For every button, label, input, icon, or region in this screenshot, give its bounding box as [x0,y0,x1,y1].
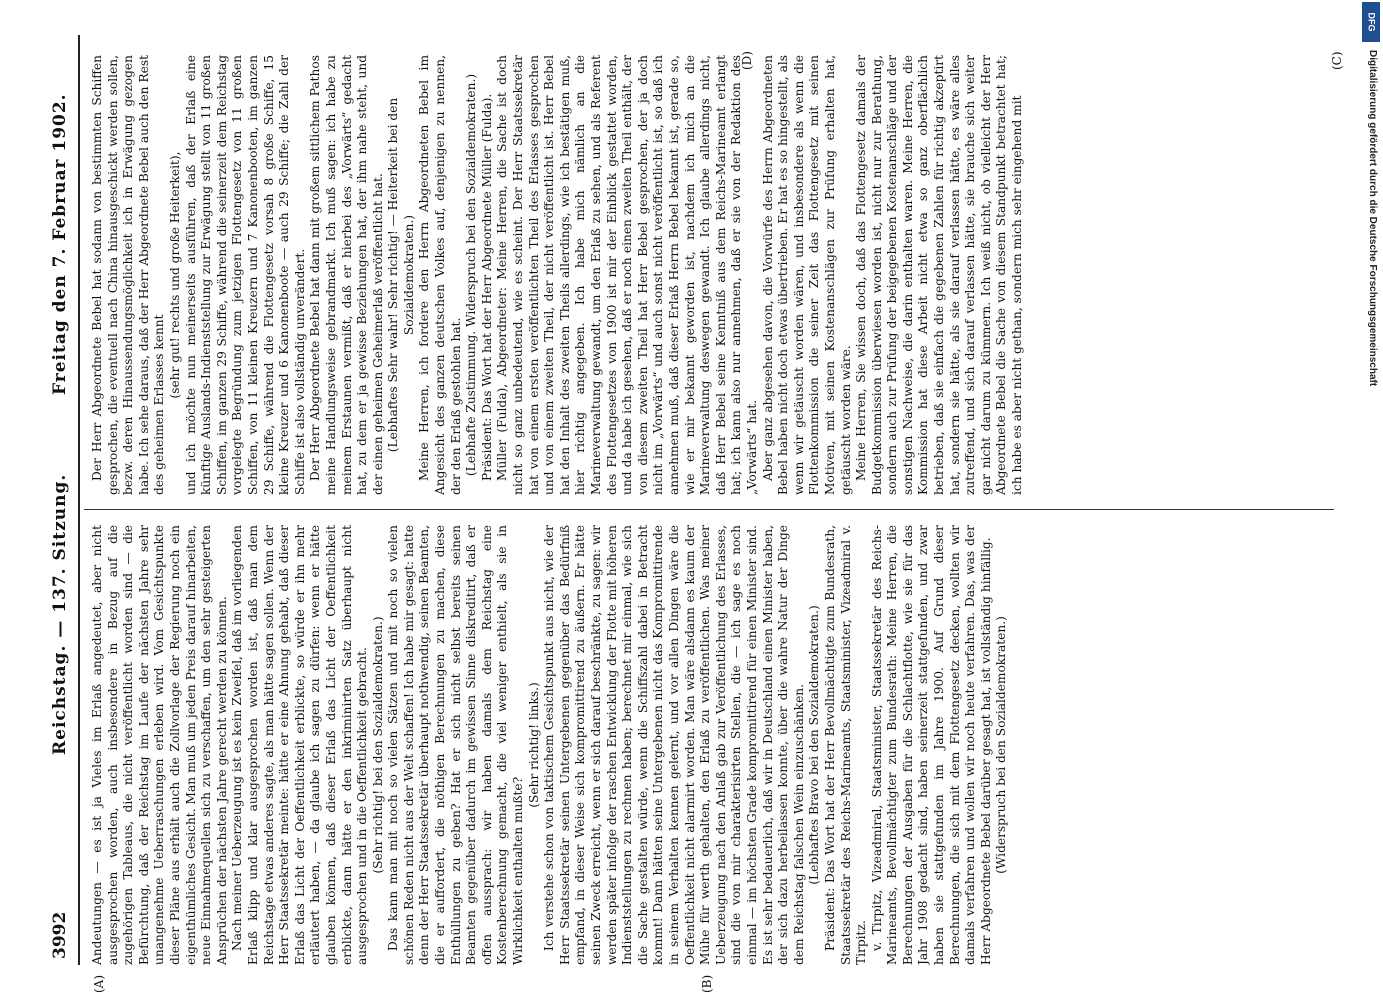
speaker-paragraph: Müller (Fulda), Abgeordneter: Meine Herren, die Sache ist doch nicht so ganz unbedeutend, wie es scheint. Der Herr Staatssekretär hat von einem ersten veröffentlichten Theil des Erlasses gesprochen und von einem zweiten Theil, der nicht veröffentlicht ist. Herr Bebel hat den Inhalt des zweiten Theils allerdings, wie ich bestätigen muß, hier richtig angegeben. Ich habe mich nämlich an die Marineverwaltung gewandt, um den Erlaß zu sehen, und als Referent des Flottengesetzes von 1900 ist mir der Einblick gestattet worden, und da habe ich gesehen, daß er noch einen zweiten Theil enthält, der von diesem zweiten Theil hat Herr Bebel gesprochen, der ja doch nicht im „Vorwärts“ und auch sonst nicht veröffentlicht ist, so daß ich annehmen muß, daß dieser Erlaß Herrn Bebel bekannt ist, gerade so, wie er mir bekannt geworden ist, nachdem ich mich an die Marineverwaltung deswegen gewandt. Ich glaube allerdings nicht, daß Herr Bebel seine Kenntniß aus dem Reichs-Marineamt erlangt hat; ich kann also nur annehmen, daß er sie von der Redaktion des „Vorwärts“ hat. [495,55,759,495]
paragraph: Das kann man mit noch so vielen Sätzen und mit noch so vielen schönen Reden nicht aus der Welt schaffen! Ich habe mir gesagt: hatte denn der Herr Staatssekretär überhaupt nothwendig, seinen Beamten, die er auffordert, die nöthigen Berechnungen zu machen, diese Enthüllungen zu geben? Hat er sich nicht selbst bereits seinen Beamten gegenüber dadurch im gewissen Sinne diskreditirt, daß er offen aussprach: wir haben damals dem Reichstag eine Kostenberechnung gemacht, die viel weniger enthielt, als sie in Wirklichkeit enthalten mußte? [386,525,526,965]
paragraph: Der Herr Abgeordnete Bebel hat sodann von bestimmten Schiffen gesprochen, die eventuell nach China hinausgeschickt werden sollen, bezw. deren Hinaussendungsmöglichkeit ich in Erwägung gezogen habe. Ich sehe daraus, daß der Herr Abgeordnete Bebel auch den Rest des geheimen Erlasses kennt [90,55,167,495]
paragraph: Meine Herren, ich fordere den Herrn Abgeordneten Bebel im Angesicht des ganzen deutschen Volkes auf, denjenigen zu nennen, der den Erlaß gestohlen hat. [417,55,463,495]
dfg-logo-text: DFG [1366,12,1376,32]
margin-marker-c: (C) [1330,51,1344,70]
paragraph: Der Herr Abgeordnete Bebel hat dann mit großem sittlichem Pathos meine Handlungsweise gebrandmarkt. Ich muß sagen: ich habe zu meinem Erstaunen vermißt, daß er hierbei des „Vorwärts“ gedacht hat, zu dem er ja gewisse Beziehungen hat, der ihm nahe steht, und der einen geheimen Geheimerlaß veröffentlicht hat. [308,55,385,495]
column-divider [84,509,1334,510]
session-date: Freitag den 7. Februar 1902. [50,93,70,395]
page-header [40,35,80,965]
margin-marker-a: (A) [92,974,106,993]
page-number: 3992 [50,911,70,959]
speaker-paragraph: v. Tirpitz, Vizeadmiral, Staatsminister, Staatssekretär des Reichs-Marineamts, Bevollmächtigter zum Bundesrath: Meine Herren, die Berechnungen der Ausgaben für die Schlachtflotte, wie sie für das Jahr 1908 gedacht sind, haben seinerzeit stattgefunden, und zwar haben sie stattgefunden im Jahre 1900. Auf Grund dieser Berechnungen, die sich mit dem Flottengesetz decken, wollten wir damals verfahren und wollen wir noch heute verfahren. Das, was der Herr Abgeordnete Bebel darüber gesagt hat, ist vollständig hinfällig. [869,525,993,965]
interjection: (Sehr richtig! links.) [526,682,541,808]
interjection: (Lebhafte Zustimmung. Widerspruch bei den Sozialdemokraten.) [464,73,479,477]
paragraph: Meine Herren, Sie wissen doch, daß das Flottengesetz damals der Budgetkommission überwiesen worden ist, nicht nur zur Berathung, sondern auch zur Prüfung der beigegebenen Kostenanschläge und der sonstigen Nachweise, die darin enthalten waren. Meine Herren, die Kommission hat diese Arbeit nicht etwa so ganz oberflächlich betrieben, daß sie einfach die gegebenen Zahlen für richtig akzeptirt hat, sondern sie hätte, als sie darauf verlassen hätte, es wäre alles zutreffend, und sich darauf verlassen hätte, sie brauche sich weiter gar nicht darum zu kümmern. Ich weiß nicht, ob vielleicht der Herr Abgeordnete Bebel die Sache von diesem Standpunkt betrachtet hat; ich habe es aber nicht gethan, sondern mich sehr eingehend mit [854,55,1025,495]
interjection: (Widerspruch bei den Sozialdemokraten.) [994,616,1009,874]
right-column [90,55,1330,495]
margin-marker-d: (D) [740,51,754,70]
dfg-logo [1362,2,1380,42]
funding-note: Digitalisierung gefördert durch die Deutsche Forschungsgemeinschaft [1367,50,1378,387]
paragraph: Andeutungen — es ist ja Vieles im Erlaß angedeutet, aber nicht ausgesprochen worden, auch insbesondere in Bezug auf die zugehörigen Tableaus, die nicht veröffentlicht worden sind — die Befürchtung, daß der Reichstag im Laufe der nächsten Jahre sehr unangenehme Ueberraschungen erleben wird. Vom Gesichtspunkte dieser Pläne aus erhält auch die Zollvorlage der Regierung noch ein eigenthümliches Gesicht. Man muß um jeden Preis darauf hinarbeiten, neue Einnahmequellen sich zu verschaffen, um den sehr gesteigerten Ansprüchen der nächsten Jahre gerecht werden zu können. [90,525,229,965]
speaker-paragraph: Präsident: Das Wort hat der Herr Bevollmächtigte zum Bundesrath, Staatssekretär des Reichs-Marineamts, Staatsminister, Vizeadmiral v. Tirpitz. [822,525,869,965]
interjection: (sehr gut! rechts und große Heiterkeit), [167,151,182,399]
margin-marker-b: (B) [700,974,714,993]
speaker-paragraph: Präsident: Das Wort hat der Herr Abgeordnete Müller (Fulda). [479,93,494,481]
paragraph: Nach meiner Ueberzeugung ist es kein Zweifel, daß im vorliegenden Erlaß klipp und klar ausgesprochen worden ist, daß man dem Reichstage etwas anderes sagte, als man hätte sagen sollen. Wenn der Herr Staatssekretär meinte: hätte er eine Ahnung gehabt, daß dieser Erlaß das Licht der Oeffentlichkeit erblickte, so würde er ihn mehr erläutert haben, — da glaube ich sagen zu dürfen: wenn er hätte glauben können, daß dieser Erlaß das Licht der Oeffentlichkeit erblickte, dann hätte er den inkriminirten Satz überhaupt nicht ausgesprochen und in die Oeffentlichkeit gebracht. [230,525,370,965]
interjection: (Sehr richtig! bei den Sozialdemokraten.) [370,616,385,874]
interjection: (Lebhaftes Bravo bei den Sozialdemokraten.) [807,605,822,885]
paragraph: und ich möchte nun meinerseits ausführen, daß der Erlaß eine künftige Auslands-Indienststellung zur Erwägung stellt von 11 großen Schiffen, im ganzen 29 Schiffe, während die seinerzeit dem Reichstag vorgelegte Begründung zum jetzigen Flottengesetz von 11 großen Schiffen, von 11 kleinen Kreuzern und 7 Kanonenbooten, im ganzen 29 Schiffe, während die Flottengesetz vorsah 8 große Schiffe, 15 kleine Kreuzer und 6 Kanonenboote — auch 29 Schiffe; die Zahl der Schiffe ist also vollständig unverändert. [183,55,307,495]
session-title: Reichstag. — 137. Sitzung. [50,473,70,755]
paragraph: Aber ganz abgesehen davon, die Vorwürfe des Herrn Abgeordneten Bebel haben nicht doch etwas übertrieben. Er hat es so hingestellt, als wenn wir getäuscht worden wären, und insbesondere als wenn die Flottenkommission die seiner Zeit das Flottengesetz mit seinen Motiven, mit seinen Kostenanschlägen zur Prüfung erhalten hat, getäuscht worden wäre. [760,55,853,495]
paragraph: Ich verstehe schon von taktischem Gesichtspunkt aus nicht, wie der Herr Staatssekretär seinen Untergebenen gegenüber das Bedürfniß empfand, in dieser Weise sich kompromittirend zu äußern. Er hätte seinen Zweck erreicht, wenn er sich darauf beschränkte, zu sagen: wir werden später infolge der raschen Entwicklung der Flotte mit höheren Indienststellungen zu rechnen haben; berechnet mir einmal, wie sich die Sache gestalten würde, wenn die Schiffszahl dabei in Betracht kommt! Dann hätten seine Untergebenen nicht das Kompromittirende in seinem Verhalten kennen gelernt, und vor allen Dingen wäre die Oeffentlichkeit nicht alarmirt worden. Man wäre alsdann es kaum der Mühe für werth gehalten, den Erlaß zu veröffentlichen. Was meiner Ueberzeugung nach den Anlaß gab zur Veröffentlichung des Erlasses, sind die von mir charakterisirten Stellen, die — ich sage es noch einmal — im höchsten Grade kompromittirend für einen Minister sind. Es ist sehr bedauerlich, daß wir in Deutschland einen Minister haben, der sich dazu herbeilassen konnte, über die wahre Natur der Dinge dem Reichstag falschen Wein einzuschänken. [542,525,806,965]
interjection: (Lebhaftes Sehr wahr! Sehr richtig! — Heiterkeit bei den Sozialdemokraten.) [386,97,416,453]
header-rule [78,35,80,965]
rotated-page [40,35,1344,993]
left-column [90,525,1330,965]
